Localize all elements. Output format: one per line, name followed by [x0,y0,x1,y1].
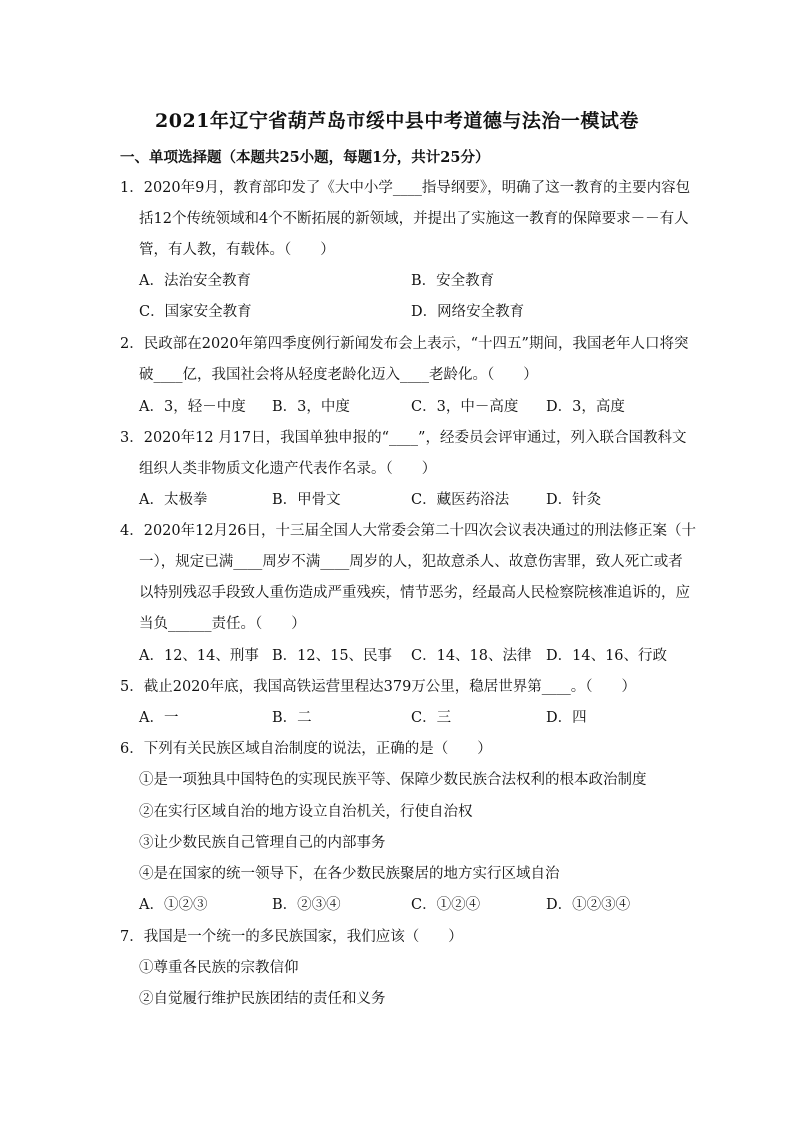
question-6-option-a: A．①②③ [139,897,208,913]
question-4-line-4: 当负______责任。（ ） [139,616,306,632]
question-1-option-a: A．法治安全教育 [139,273,251,289]
question-3-option-d: D．针灸 [546,492,602,508]
question-4-option-a: A．12、14、刑事 [139,648,259,664]
question-5-option-b: B．二 [272,710,312,726]
question-2-option-d: D．3，高度 [546,399,625,415]
question-5-line-1: 5．截止2020年底，我国高铁运营里程达379万公里，稳居世界第____。（ ） [120,679,637,695]
question-1-option-b: B．安全教育 [411,273,495,289]
question-6-statement-2: ②在实行区域自治的地方设立自治机关，行使自治权 [139,804,473,820]
question-2-option-b: B．3，中度 [272,399,350,415]
question-5-option-d: D．四 [546,710,587,726]
question-1-line-1: 1．2020年9月，教育部印发了《大中小学____指导纲要》，明确了这一教育的主要内容包 [120,180,691,196]
question-3-line-1: 3．2020年12 月17日，我国单独申报的“____”，经委员会评审通过，列入联合国教科文 [120,430,687,446]
question-3-line-2: 组织人类非物质文化遗产代表作名录。（ ） [139,461,437,477]
question-1-line-3: 管，有人教，有载体。（ ） [139,242,335,258]
question-6-statement-4: ④是在国家的统一领导下，在各少数民族聚居的地方实行区域自治 [139,866,560,882]
question-6-statement-3: ③让少数民族自己管理自己的内部事务 [139,835,386,851]
question-5-option-a: A．一 [139,710,179,726]
question-7-statement-1: ①尊重各民族的宗教信仰 [139,960,299,976]
question-3-option-b: B．甲骨文 [272,492,341,508]
question-4-option-d: D．14、16、行政 [546,648,668,664]
question-6-line-1: 6．下列有关民族区域自治制度的说法，正确的是（ ） [120,741,492,757]
question-6-option-d: D．①②③④ [546,897,631,913]
question-6-option-b: B．②③④ [272,897,341,913]
question-2-line-1: 2．民政部在2020年第四季度例行新闻发布会上表示，“十四五”期间，我国老年人口将突 [120,336,689,352]
page-title: 2021年辽宁省葫芦岛市绥中县中考道德与法治一模试卷 [155,110,639,132]
question-6-statement-1: ①是一项独具中国特色的实现民族平等、保障少数民族合法权利的根本政治制度 [139,772,647,788]
question-1-line-2: 括12个传统领域和4个不断拓展的新领域，并提出了实施这一教育的保障要求－－有人 [139,211,689,227]
question-4-line-1: 4．2020年12月26日，十三届全国人大常委会第二十四次会议表决通过的刑法修正案（十 [120,523,697,539]
question-4-option-b: B．12、15、民事 [272,648,393,664]
question-7-statement-2: ②自觉履行维护民族团结的责任和义务 [139,991,386,1007]
question-7-line-1: 7．我国是一个统一的多民族国家，我们应该（ ） [120,929,463,945]
question-1-option-d: D．网络安全教育 [411,304,525,320]
question-4-line-3: 以特别残忍手段致人重伤造成严重残疾，情节恶劣，经最高人民检察院核准追诉的，应 [139,585,690,601]
question-1-option-c: C．国家安全教育 [139,304,252,320]
question-2-option-c: C．3，中－高度 [411,399,519,415]
section-heading: 一、单项选择题（本题共25小题，每题1分，共计25分） [120,149,490,166]
question-3-option-a: A．太极拳 [139,492,208,508]
question-5-option-c: C．三 [411,710,452,726]
question-6-option-c: C．①②④ [411,897,481,913]
question-2-line-2: 破____亿，我国社会将从轻度老龄化迈入____老龄化。（ ） [139,367,538,383]
question-4-option-c: C．14、18、法律 [411,648,532,664]
question-4-line-2: 一），规定已满____周岁不满____周岁的人，犯故意杀人、故意伤害罪，致人死亡或者 [139,554,683,570]
question-2-option-a: A．3，轻－中度 [139,399,246,415]
question-3-option-c: C．藏医药浴法 [411,492,510,508]
